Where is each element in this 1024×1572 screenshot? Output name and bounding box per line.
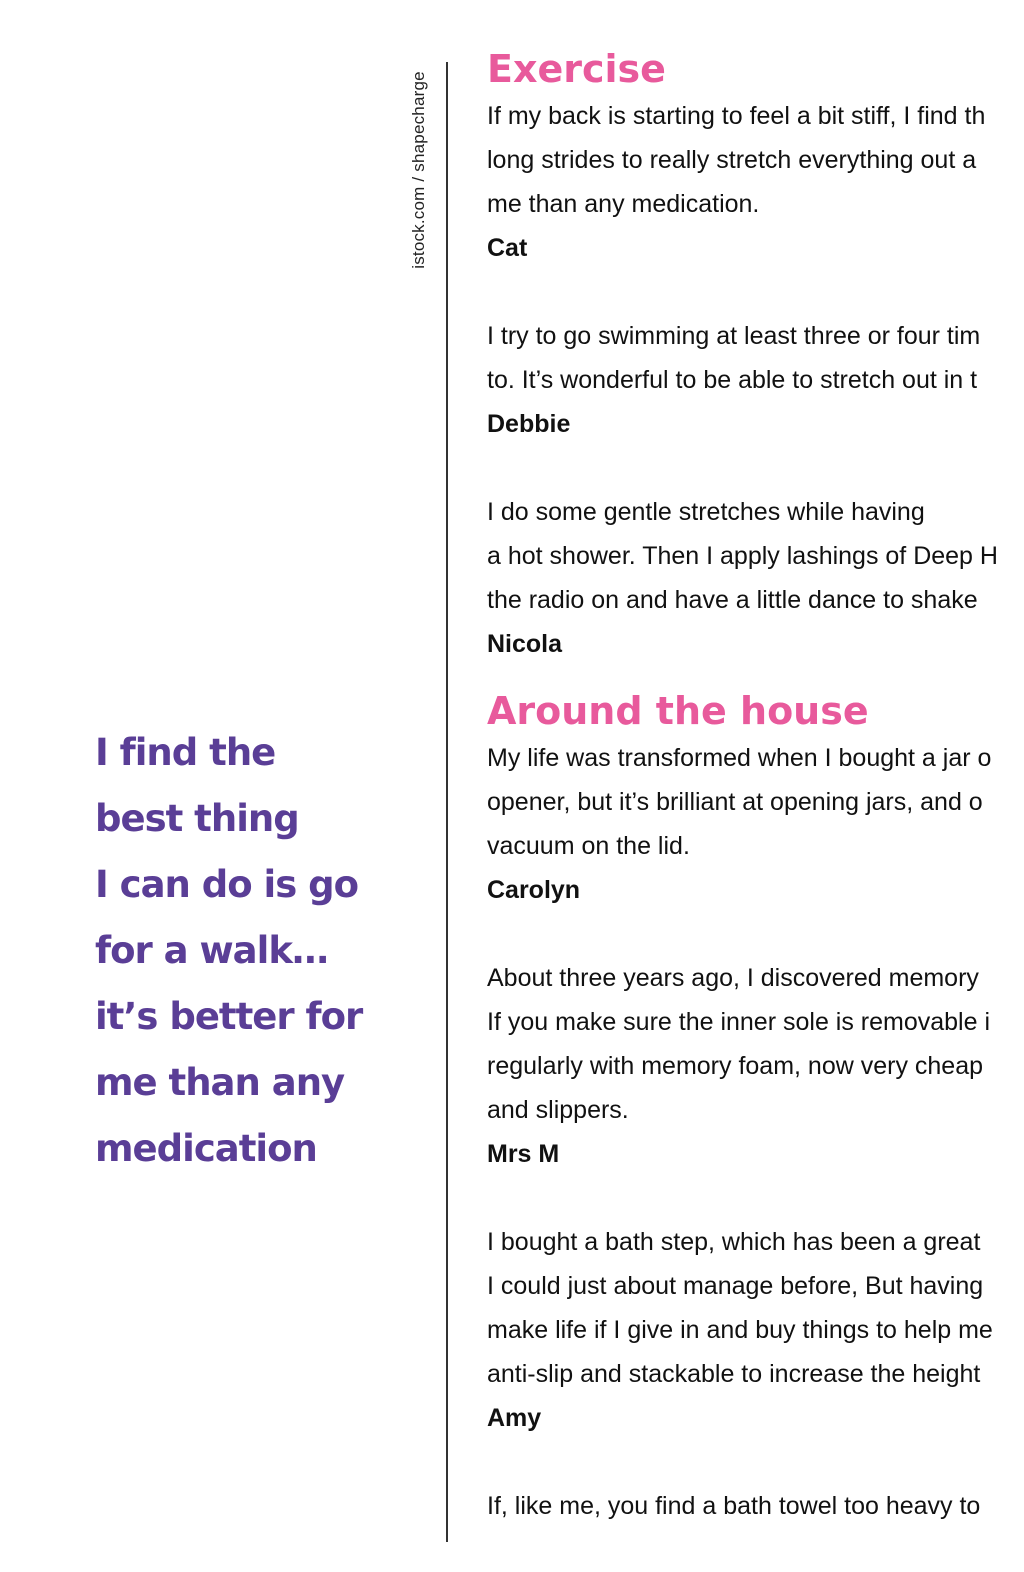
- pull-quote-line: me than any: [95, 1061, 345, 1104]
- pull-quote-line: I can do is go: [95, 863, 359, 906]
- photo-credit: istock.com / shapecharge: [409, 71, 428, 269]
- testimonial-line: If, like me, you find a bath towel too heavy to: [487, 1492, 981, 1520]
- testimonial-author: Nicola: [487, 630, 563, 658]
- testimonial-towel: [487, 1484, 1024, 1528]
- article-body: [487, 44, 1024, 1572]
- testimonial-author: Cat: [487, 234, 528, 262]
- testimonial-line: anti-slip and stackable to increase the height: [487, 1360, 981, 1388]
- testimonial-line: and slippers.: [487, 1096, 629, 1124]
- testimonial-line: I bought a bath step, which has been a great: [487, 1228, 981, 1256]
- testimonial-line: About three years ago, I discovered memory: [487, 964, 979, 992]
- testimonial-line: long strides to really stretch everything out a: [487, 146, 977, 174]
- pull-quote-line: best thing: [95, 797, 299, 840]
- column-divider: [446, 62, 448, 1542]
- testimonial-line: to. It’s wonderful to be able to stretch out in t: [487, 366, 978, 394]
- testimonial-line: I could just about manage before, But having: [487, 1272, 984, 1300]
- testimonial-author: Amy: [487, 1404, 542, 1432]
- testimonial-line: vacuum on the lid.: [487, 832, 690, 860]
- pull-quote-line: medication: [95, 1127, 317, 1170]
- section-exercise: [487, 44, 1024, 666]
- section-around-the-house: [487, 686, 1024, 1528]
- testimonial-line: regularly with memory foam, now very cheap: [487, 1052, 984, 1080]
- testimonial-line: opener, but it’s brilliant at opening jars, and o: [487, 788, 983, 816]
- testimonial-debbie: [487, 314, 1024, 446]
- pull-quote: [95, 720, 395, 1182]
- testimonial-line: My life was transformed when I bought a jar o: [487, 744, 992, 772]
- testimonial-line: make life if I give in and buy things to help me: [487, 1316, 993, 1344]
- pull-quote-line: I find the: [95, 731, 276, 774]
- testimonial-line: If my back is starting to feel a bit stiff, I find th: [487, 102, 986, 130]
- testimonial-author: Mrs M: [487, 1140, 560, 1168]
- pull-quote-line: it’s better for: [95, 995, 363, 1038]
- testimonial-line: a hot shower. Then I apply lashings of Deep H: [487, 542, 998, 570]
- section-heading: Around the house: [487, 689, 869, 733]
- section-heading: Exercise: [487, 47, 666, 91]
- testimonial-nicola: [487, 490, 1024, 666]
- testimonial-line: I do some gentle stretches while having: [487, 498, 925, 526]
- testimonial-line: me than any medication.: [487, 190, 760, 218]
- testimonial-amy: [487, 1220, 1024, 1440]
- testimonial-author: Carolyn: [487, 876, 581, 904]
- testimonial-cat: [487, 94, 1024, 270]
- testimonial-line: the radio on and have a little dance to shake: [487, 586, 978, 614]
- testimonial-carolyn: [487, 736, 1024, 912]
- testimonial-author: Debbie: [487, 410, 571, 438]
- testimonial-mrs-m: [487, 956, 1024, 1176]
- testimonial-line: I try to go swimming at least three or four tim: [487, 322, 981, 350]
- testimonial-line: If you make sure the inner sole is removable i: [487, 1008, 991, 1036]
- pull-quote-line: for a walk…: [95, 929, 328, 972]
